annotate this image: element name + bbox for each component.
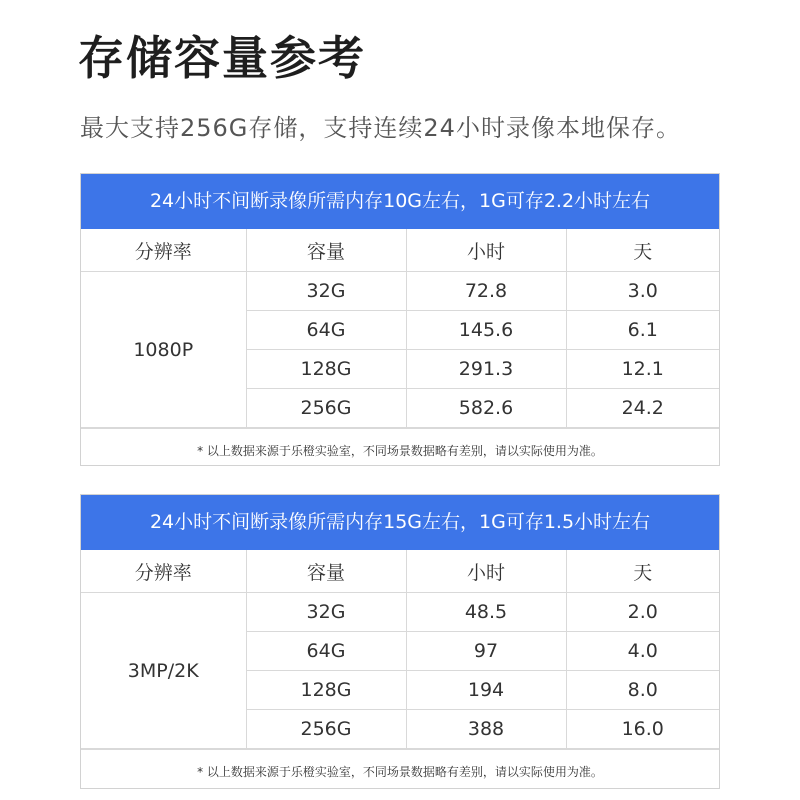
capacity-cell: 128G [246, 671, 406, 710]
capacity-cell: 64G [246, 632, 406, 671]
column-header-hours: 小时 [406, 550, 566, 593]
capacity-cell: 64G [246, 311, 406, 350]
days-cell: 4.0 [566, 632, 719, 671]
column-header-row [81, 229, 719, 272]
page-title: 存储容量参考 [78, 31, 366, 85]
column-header-capacity: 容量 [246, 550, 406, 593]
hours-cell: 48.5 [406, 593, 566, 632]
column-header-capacity: 容量 [246, 229, 406, 272]
hours-cell: 145.6 [406, 311, 566, 350]
page-subtitle: 最大支持256G存储，支持连续24小时录像本地保存。 [80, 114, 681, 142]
capacity-table [81, 550, 719, 749]
days-cell: 8.0 [566, 671, 719, 710]
capacity-cell: 32G [246, 272, 406, 311]
capacity-cell: 256G [246, 710, 406, 749]
resolution-cell: 1080P [81, 272, 246, 428]
hours-cell: 97 [406, 632, 566, 671]
table-header-banner: 24小时不间断录像所需内存15G左右，1G可存1.5小时左右 [81, 495, 719, 550]
capacity-cell: 32G [246, 593, 406, 632]
days-cell: 6.1 [566, 311, 719, 350]
table-row [81, 272, 719, 311]
days-cell: 3.0 [566, 272, 719, 311]
column-header-row [81, 550, 719, 593]
days-cell: 12.1 [566, 350, 719, 389]
table-row [81, 593, 719, 632]
column-header-hours: 小时 [406, 229, 566, 272]
days-cell: 16.0 [566, 710, 719, 749]
hours-cell: 388 [406, 710, 566, 749]
table-footnote: * 以上数据来源于乐橙实验室，不同场景数据略有差别，请以实际使用为准。 [81, 749, 719, 794]
column-header-days: 天 [566, 550, 719, 593]
days-cell: 2.0 [566, 593, 719, 632]
resolution-cell: 3MP/2K [81, 593, 246, 749]
hours-cell: 194 [406, 671, 566, 710]
storage-table-3mp [80, 494, 720, 789]
column-header-days: 天 [566, 229, 719, 272]
capacity-cell: 256G [246, 389, 406, 428]
days-cell: 24.2 [566, 389, 719, 428]
column-header-resolution: 分辨率 [81, 550, 246, 593]
table-header-banner: 24小时不间断录像所需内存10G左右，1G可存2.2小时左右 [81, 174, 719, 229]
hours-cell: 72.8 [406, 272, 566, 311]
column-header-resolution: 分辨率 [81, 229, 246, 272]
table-footnote: * 以上数据来源于乐橙实验室，不同场景数据略有差别，请以实际使用为准。 [81, 428, 719, 473]
hours-cell: 582.6 [406, 389, 566, 428]
hours-cell: 291.3 [406, 350, 566, 389]
storage-table-1080p [80, 173, 720, 466]
capacity-table [81, 229, 719, 428]
capacity-cell: 128G [246, 350, 406, 389]
